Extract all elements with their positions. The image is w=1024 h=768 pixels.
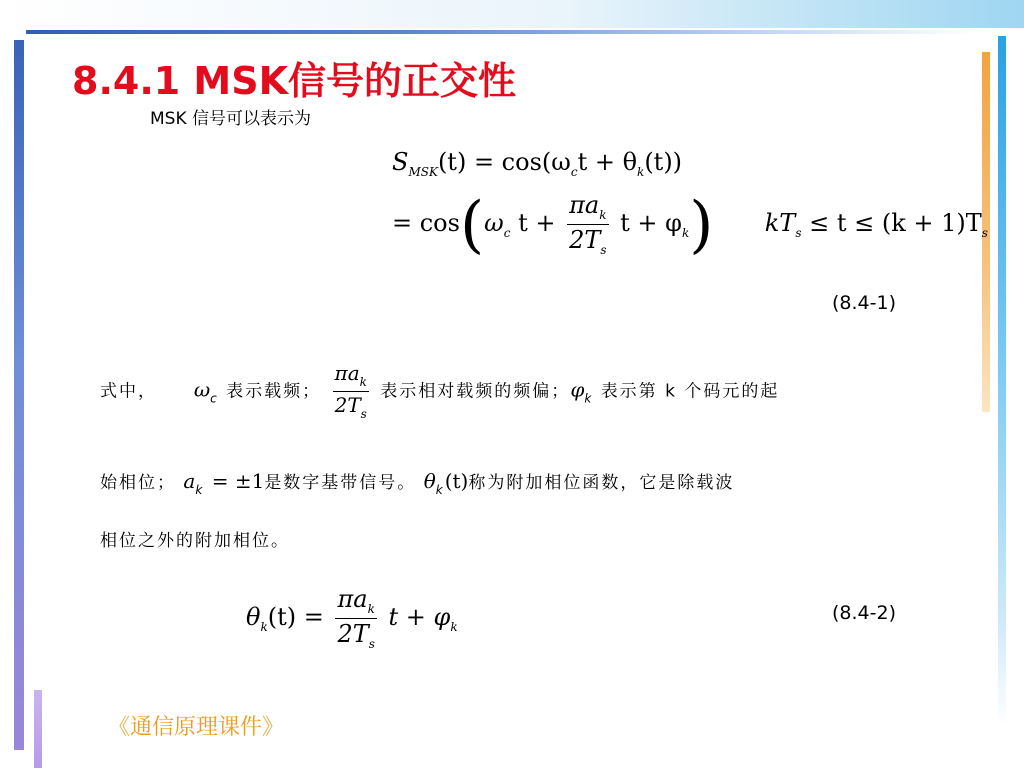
para1-frac-den-sub: s bbox=[360, 407, 367, 422]
eq2-t-plus-phi: t + φ bbox=[620, 209, 682, 238]
para1-frac-den: 2T bbox=[334, 393, 361, 418]
equation-number-8-4-1: (8.4-1) bbox=[832, 292, 896, 314]
eq3-theta-sub: k bbox=[260, 620, 268, 635]
para1-frac-num: πa bbox=[334, 361, 360, 385]
para2-theta-arg: (t) bbox=[444, 469, 469, 493]
eq1-sub-k: k bbox=[637, 165, 645, 179]
top-gradient-band bbox=[0, 0, 1024, 28]
eq3-rest: t + φ bbox=[388, 603, 451, 632]
para1-text1: 表示载频； bbox=[226, 381, 322, 402]
eq3-frac-den: 2T bbox=[337, 620, 369, 649]
eq2-frac-num-sub: k bbox=[599, 208, 607, 222]
equation-8-4-1-line2: = $\cos(\omega_c$ t + $\frac{\pi a_k}{2T_s}$ $t + \varphi_k$) $kT_s \le t \le (k + 1)T_s$ bbox=[392, 187, 988, 261]
para1-phi: φ bbox=[570, 377, 585, 402]
eq2-t-plus: t + bbox=[518, 209, 556, 238]
eq2-sub-c: c bbox=[503, 226, 511, 241]
para2-text1: 是数字基带信号。 bbox=[264, 473, 417, 493]
top-accent-line bbox=[26, 30, 976, 34]
eq1-rest: (t) = cos(ω bbox=[437, 148, 571, 176]
eq3-frac-num: πa bbox=[337, 585, 368, 613]
eq3-fraction bbox=[335, 586, 376, 651]
description-line2 bbox=[100, 468, 734, 497]
para2-a: a bbox=[183, 469, 196, 493]
para2-eq: = ±1 bbox=[211, 469, 265, 493]
eq1-sub-msk: MSK bbox=[408, 165, 438, 179]
eq3-frac-num-sub: k bbox=[367, 602, 375, 616]
para2-theta-sub: k bbox=[435, 483, 445, 497]
para1-sub-c: c bbox=[210, 391, 219, 406]
eq2-omega: ω bbox=[484, 209, 504, 238]
eq2-cond-mid: ≤ t ≤ (k + 1)T bbox=[809, 209, 982, 238]
para2-theta: θ bbox=[423, 469, 436, 493]
footer-course-title: 《通信原理课件》 bbox=[108, 715, 285, 740]
equation-number-8-4-2: (8.4-2) bbox=[832, 602, 896, 624]
eq2-prefix: = cos bbox=[392, 209, 460, 238]
eq2-frac-num: πa bbox=[569, 191, 600, 219]
eq3-frac-den-sub: s bbox=[368, 637, 375, 652]
para2-text2: 称为附加相位函数，它是除载波 bbox=[468, 473, 735, 493]
equation-8-4-2 bbox=[246, 586, 458, 651]
eq2-frac-den-sub: s bbox=[600, 243, 607, 258]
intro-text: MSK 信号可以表示为 bbox=[150, 109, 312, 129]
para1-text3: 表示第 k 个码元的起 bbox=[600, 381, 780, 402]
eq1-mid: t + θ bbox=[577, 148, 638, 176]
eq2-frac-den: 2T bbox=[569, 226, 601, 255]
left-accent-bar bbox=[14, 40, 24, 750]
eq2-phi-sub: k bbox=[681, 226, 690, 241]
eq3-rest-sub: k bbox=[450, 620, 458, 635]
eq3-theta: θ bbox=[246, 603, 261, 632]
eq2-cond-sub-s2: s bbox=[981, 226, 988, 241]
description-line3: 相位之外的附加相位。 bbox=[100, 531, 290, 551]
equation-8-4-1-line1 bbox=[392, 148, 682, 179]
eq1-sub-c: c bbox=[570, 165, 578, 179]
para1-text2: 表示相对载频的频偏； bbox=[380, 381, 571, 402]
para2-a-sub: k bbox=[195, 483, 205, 497]
slide-title: 8.4.1 MSK信号的正交性 bbox=[72, 59, 517, 103]
para1-prefix: 式中， bbox=[100, 381, 157, 402]
eq1-symbol-S: S bbox=[392, 148, 409, 176]
para1-phi-sub: k bbox=[584, 391, 594, 406]
para1-fraction bbox=[333, 362, 369, 421]
eq2-cond-sub-s: s bbox=[795, 226, 802, 241]
eq2-fraction bbox=[567, 192, 608, 257]
description-line1 bbox=[100, 362, 779, 421]
eq1-end: (t)) bbox=[644, 148, 683, 176]
para1-frac-num-sub: k bbox=[359, 375, 367, 389]
eq2-cond-kT: kT bbox=[764, 209, 796, 238]
para1-omega: ω bbox=[193, 377, 211, 402]
eq3-theta-arg: (t) = bbox=[267, 603, 324, 632]
left-accent-bar-lower bbox=[34, 690, 42, 768]
para2-prefix: 始相位； bbox=[100, 473, 176, 493]
right-accent-bar-blue bbox=[998, 36, 1006, 726]
